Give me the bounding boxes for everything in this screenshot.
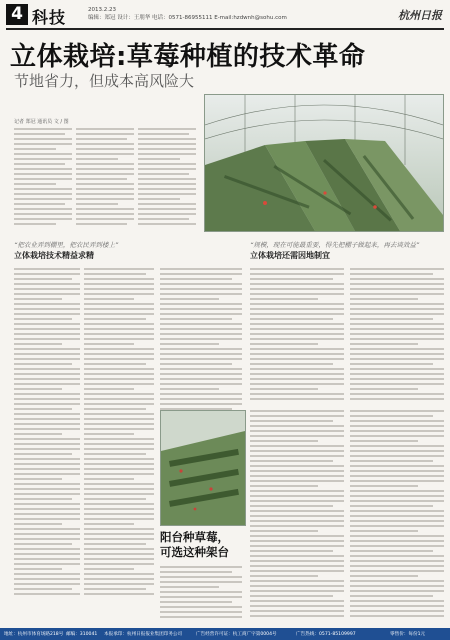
body-column-5a (350, 268, 444, 404)
footer-price: 零售价：每份1元 (390, 632, 426, 637)
footer-postcode: 邮编：310041 (66, 632, 98, 637)
body-column-4b (250, 410, 344, 622)
quote-left: “把农业弄到棚里，把农民弄到楼上” (14, 241, 119, 249)
intro-column-2 (76, 128, 134, 228)
paper-logo: 杭州日报 (398, 9, 442, 22)
footer-ad-license: 广告经营许可证：杭工商广字第0004号 (196, 632, 277, 637)
masthead (6, 4, 444, 30)
body-column-5b (350, 410, 444, 622)
subtitle-left: 立体栽培技术精益求精 (14, 251, 94, 260)
section-title: 科技 (32, 8, 67, 27)
footer-ad-tel: 广告热线：0571-85109997 (296, 632, 356, 637)
masthead-info (88, 6, 287, 22)
footer-address: 地址：杭州市体育场路218号 (4, 632, 64, 637)
body-column-2 (84, 268, 154, 598)
side-heading-text: 阳台种草莓， 可选这种架台 (160, 530, 229, 559)
body-column-4a (250, 268, 344, 404)
subtitle-right: 立体栽培还需因地制宜 (250, 251, 330, 260)
intro-column-3 (138, 128, 196, 228)
quote-right: “规模，现在可能最重要，得先把棚子做起来，再去谈效益” (250, 241, 420, 249)
editor-line: 编辑：郑冠 设计：王朋华 电话：0571-86955111 E-mail:hzdwnh@sohu.com (88, 15, 287, 21)
strawberry-rack-illustration (161, 411, 245, 525)
page-number: 4 (6, 4, 28, 25)
footer-print: 本报承印：杭州日报报业集团印务公司 (104, 632, 183, 637)
article-subhead: 节地省力，但成本高风险大 (14, 72, 195, 90)
greenhouse-photo-bottom (160, 410, 246, 526)
footer-bar (0, 628, 450, 640)
body-column-1 (14, 268, 80, 598)
greenhouse-photo-top (204, 94, 444, 232)
side-heading (160, 530, 229, 560)
article-headline: 立体栽培:草莓种植的技术革命 (10, 42, 366, 72)
issue-date: 2013.2.23 (88, 7, 116, 13)
greenhouse-illustration (205, 95, 443, 231)
side-body (160, 566, 242, 622)
byline: 记者 郑冠 通讯员 文 / 图 (14, 119, 69, 125)
intro-column-1 (14, 128, 72, 228)
